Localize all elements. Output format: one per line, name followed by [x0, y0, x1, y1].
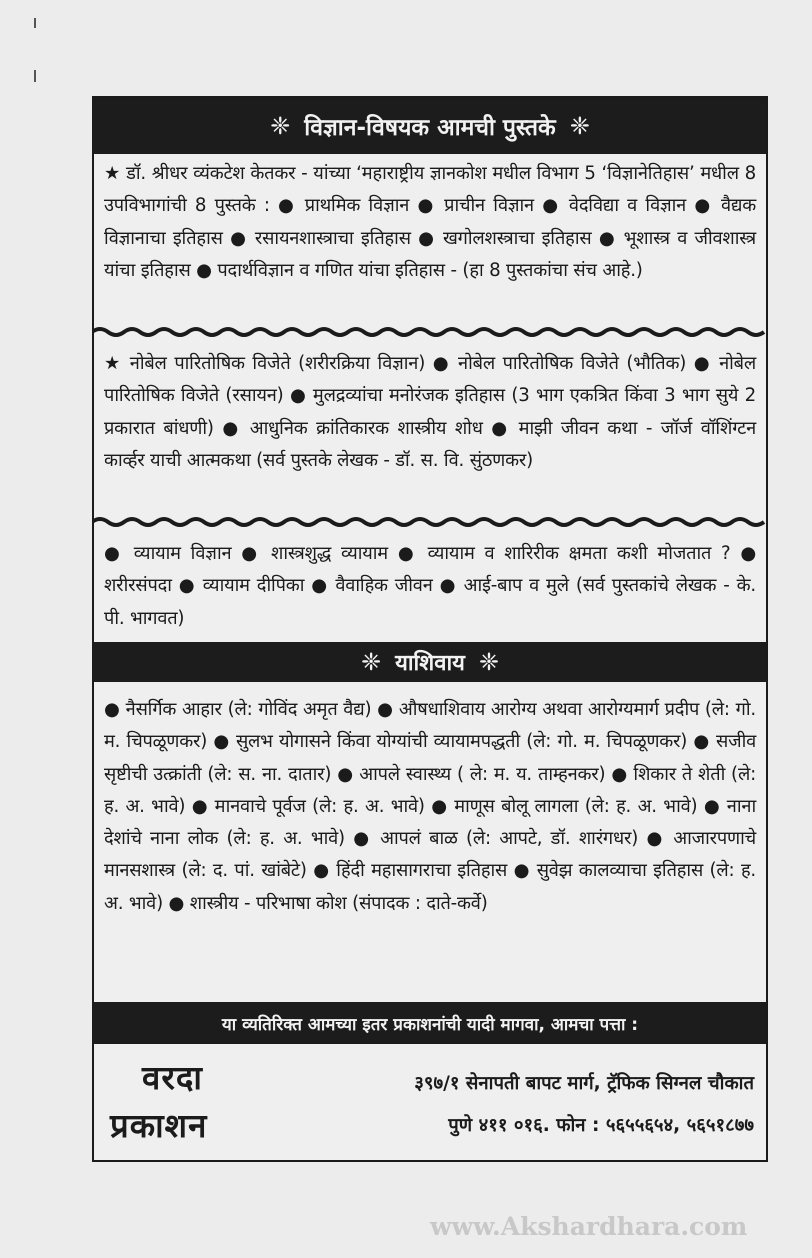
wavy-divider [92, 516, 768, 528]
other-books-title: याशिवाय [395, 651, 465, 676]
watermark: www.Akshardhara.com [430, 1212, 748, 1241]
ketkar-books-paragraph: ★ डॉ. श्रीधर व्यंकटेश केतकर - यांच्या ‘महाराष्ट्रीय ज्ञानकोश मधील विभाग 5 ‘विज्ञानेतिहास’ मधील 8 उपविभागांची 8 पुस्तके : ● प्राथमिक विज्ञान ● प्राचीन विज्ञान ● वेदविद्या व विज्ञान ● वैद्यक विज्ञानाचा इतिहास ● रसायनशास्त्राचा इतिहास ● खगोलशस्त्राचा इतिहास ● भूशास्त्र व जीवशास्त्र यांचा इतिहास ● पदार्थविज्ञान व गणित यांचा इतिहास - (हा 8 पुस्तकांचा संच आहे.) [104, 163, 756, 281]
exercise-books-paragraph: ● व्यायाम विज्ञान ● शास्त्रशुद्ध व्यायाम ● व्यायाम व शारिरीक क्षमता कशी मोजतात ? ● शरीरसंपदा ● व्यायाम दीपिका ● वैवाहिक जीवन ● आई-बाप व मुले (सर्व पुस्तकांचे लेखक - के. पी. भागवत) [104, 543, 756, 629]
edge-mark-middle [34, 70, 36, 82]
edge-mark-top [34, 18, 36, 28]
publisher-name-line1: वरदा [142, 1058, 203, 1097]
ornament-icon: ❈ [569, 112, 590, 140]
book-list-box [92, 96, 768, 1048]
catalog-request-line: या व्यतिरिक्त आमच्या इतर प्रकाशनांची यादी मागवा, आमचा पत्ता : [94, 1002, 766, 1048]
publisher-address: ३९७/१ सेनापती बापट मार्ग, ट्रॅफिक सिग्नल चौकात [414, 1073, 754, 1094]
nobel-books-paragraph: ★ नोबेल पारितोषिक विजेते (शरीरक्रिया विज्ञान) ● नोबेल पारितोषिक विजेते (भौतिक) ● नोबेल पारितोषिक विजेते (रसायन) ● मुलद्रव्यांचा मनोरंजक इतिहास (3 भाग एकत्रित किंवा 3 भाग सुये 2 प्रकारात बांधणी) ● आधुनिक क्रांतिकारक शास्त्रीय शोध ● माझी जीवन कथा - जॉर्ज वॉशिंग्टन कार्व्हर याची आत्मकथा (सर्व पुस्तके लेखक - डॉ. स. वि. सुंठणकर) [104, 353, 756, 471]
publisher-name-line2: प्रकाशन [110, 1106, 208, 1145]
other-books-header [94, 642, 766, 682]
other-books-paragraph: ● नैसर्गिक आहार (ले: गोविंद अमृत वैद्य) ● औषधाशिवाय आरोग्य अथवा आरोग्यमार्ग प्रदीप (ले: गो. म. चिपळूणकर) ● सुलभ योगासने किंवा योग्यांची व्यायामपद्धती (ले: गो. म. चिपळूणकर) ● सजीव सृष्टीची उत्क्रांती (ले: स. ना. दातार) ● आपले स्वास्थ्य ( ले: म. य. ताम्हनकर) ● शिकार ते शेती (ले: ह. अ. भावे) ● मानवाचे पूर्वज (ले: ह. अ. भावे) ● माणूस बोलू लागला (ले: ह. अ. भावे) ● नाना देशांचे नाना लोक (ले: ह. अ. भावे) ● आपलं बाळ (ले: आपटे, डॉ. शारंगधर) ● आजारपणाचे मानसशास्त्र (ले: द. पां. खांबेटे) ● हिंदी महासागराचा इतिहास ● सुवेझ कालव्याचा इतिहास (ले: ह. अ. भावे) ● शास्त्रीय - परिभाषा कोश (संपादक : दाते-कर्वे) [104, 699, 756, 914]
wavy-divider [92, 326, 768, 338]
publisher-box [92, 1042, 768, 1162]
ornament-icon: ❈ [478, 648, 500, 676]
ornament-icon: ❈ [360, 648, 382, 676]
publisher-contact: पुणे ४११ ०१६. फोन : ५६५५६५४, ५६५१८७७ [448, 1115, 754, 1136]
science-books-title: विज्ञान-विषयक आमची पुस्तके [304, 115, 556, 141]
science-books-header [94, 98, 766, 154]
ornament-icon: ❈ [270, 112, 291, 140]
